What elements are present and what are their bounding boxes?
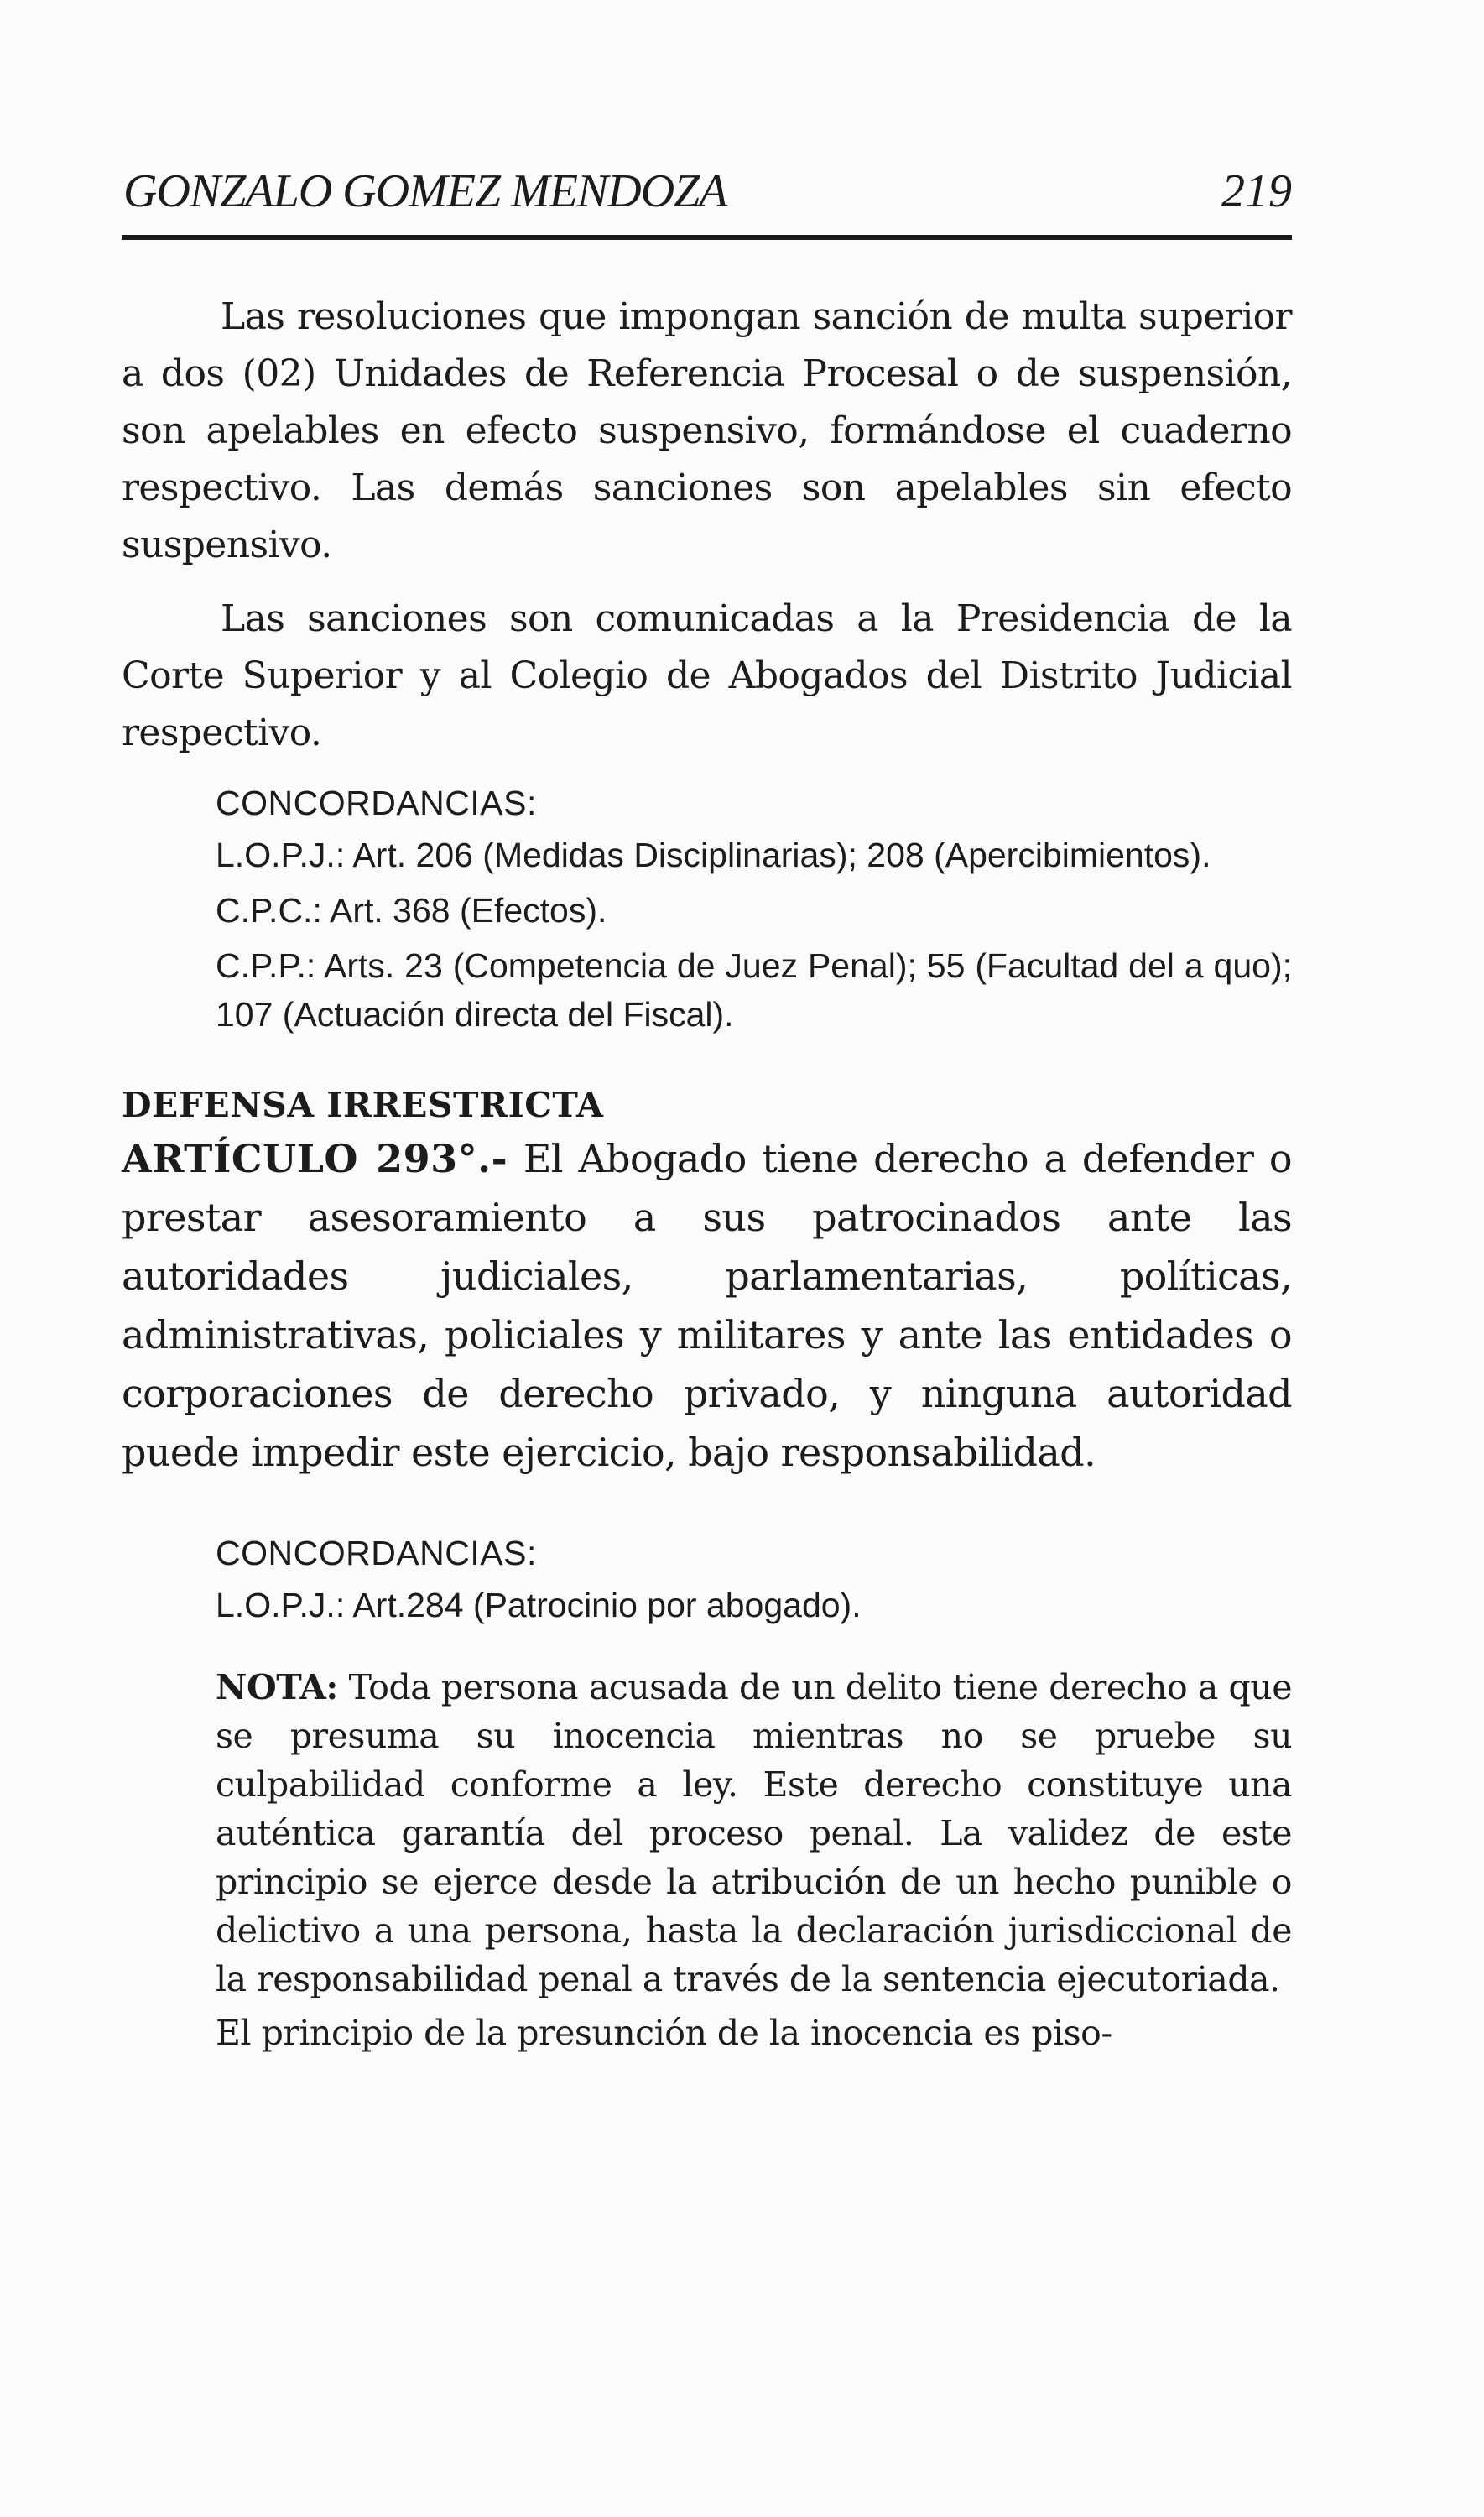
nota-label: NOTA: <box>216 1667 338 1707</box>
nota-block <box>216 1663 1292 2057</box>
running-header <box>122 159 1292 240</box>
book-page <box>122 159 1292 2057</box>
concordancias-title: CONCORDANCIAS: <box>216 784 537 822</box>
section-heading: DEFENSA IRRESTRICTA <box>122 1085 604 1125</box>
article-text: El Abogado tiene derecho a defender o prestar asesoramiento a sus patrocinados ante las autoridades judiciales, parlamentarias, políticas, administrativas, policiales y militares y ante las entidades o corporaciones de derecho privado, y ninguna autoridad puede impedir este ejercicio, bajo responsabilidad. <box>122 1136 1293 1475</box>
nota-text: Toda persona acusada de un delito tiene derecho a que se presuma su inocencia mientras no se pruebe su culpabilidad conforme a ley. Este derecho constituye una auténtica garantía del proceso penal. La validez de este principio se ejerce desde la atribución de un hecho punible o delictivo a una persona, hasta la declaración jurisdiccional de la responsabilidad penal a través de la sentencia ejecutoriada. <box>216 1667 1292 1999</box>
concordancias-block-2 <box>216 1529 1292 1629</box>
page-number: 219 <box>1221 165 1292 217</box>
concordancia-item: C.P.C.: Art. 368 (Efectos). <box>216 891 607 930</box>
nota-paragraph <box>216 1663 1292 2004</box>
concordancias-block-1 <box>216 779 1292 1039</box>
concordancias-title: CONCORDANCIAS: <box>216 1534 537 1572</box>
concordancia-item: L.O.P.J.: Art. 206 (Medidas Disciplinarias); 208 (Apercibimientos). <box>216 836 1211 874</box>
paragraph-sanctions-communication: Las sanciones son comunicadas a la Presidencia de la Corte Superior y al Colegio de Abogados del Distrito Judicial respectivo. <box>122 597 1292 754</box>
concordancia-item: L.O.P.J.: Art.284 (Patrocinio por abogado). <box>216 1586 862 1624</box>
article-293 <box>122 1129 1292 1482</box>
article-label: ARTÍCULO 293°.- <box>122 1136 508 1181</box>
header-author: GONZALO GOMEZ MENDOZA <box>123 165 727 217</box>
nota-continuation: El principio de la presunción de la inocencia es piso- <box>216 2013 1112 2053</box>
concordancia-item: C.P.P.: Arts. 23 (Competencia de Juez Penal); 55 (Facultad del a quo); 107 (Actuación directa del Fiscal). <box>216 946 1292 1034</box>
paragraph-sanctions-appeal: Las resoluciones que impongan sanción de multa superior a dos (02) Unidades de Referencia Procesal o de suspensión, son apelables en efecto suspensivo, formándose el cuaderno respectivo. Las demás sanciones son apelables sin efecto suspensivo. <box>122 295 1292 566</box>
